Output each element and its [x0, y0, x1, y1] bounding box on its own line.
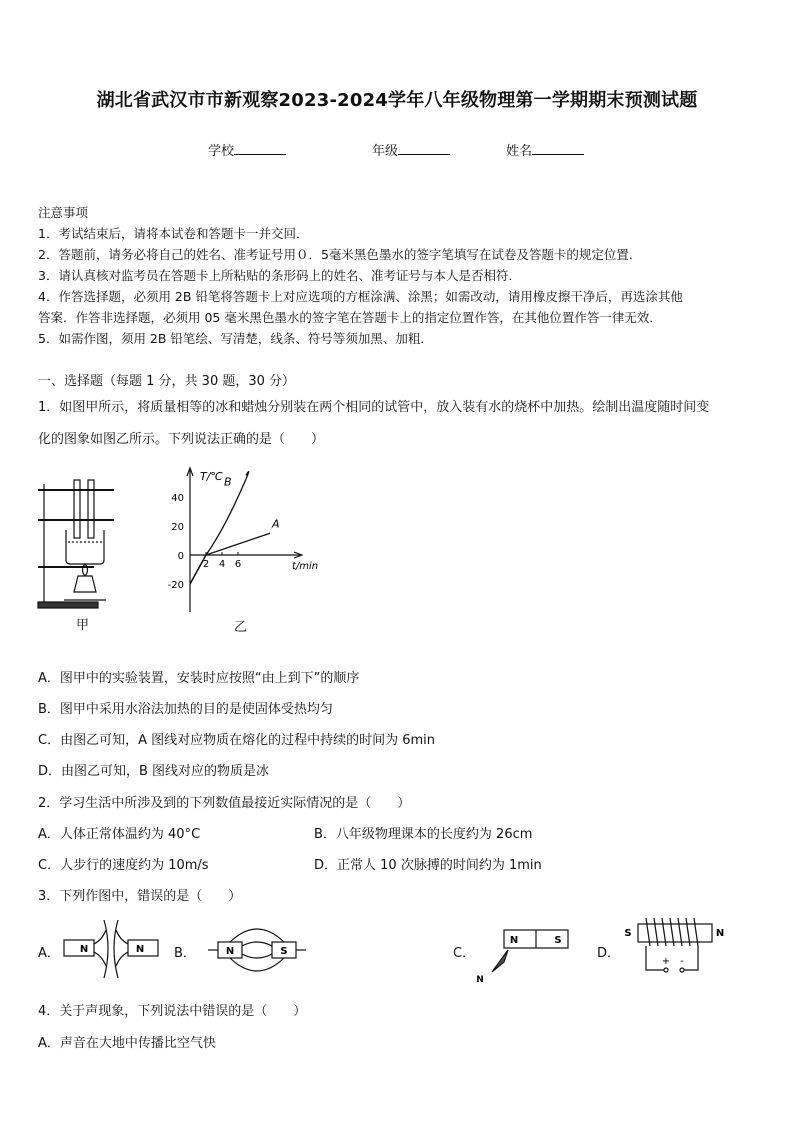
terminal-plus: + [661, 956, 671, 967]
series-b-label: B [224, 475, 232, 489]
q2-stem: 2．学习生活中所涉及到的下列数值最接近实际情况的是（ ） [38, 796, 411, 811]
pole-n: N [509, 935, 519, 946]
q3-figure-d [620, 914, 730, 982]
q4-stem: 4．关于声现象，下列说法中错误的是（ ） [38, 1004, 307, 1019]
x-tick-label: 4 [218, 559, 226, 570]
temperature-chart [160, 462, 330, 622]
q1-stem-line1: 1．如图甲所示，将质量相等的冰和蜡烛分别装在两个相同的试管中，放入装有水的烧杯中加热。绘制出温度随时间变 [38, 400, 710, 415]
q2-option: A．人体正常体温约为 40°C [38, 827, 201, 842]
field-line [94, 930, 106, 944]
field-line [116, 930, 128, 944]
q3-figure-a [62, 916, 162, 984]
q1-option: D．由图乙可知，B 图线对应的物质是冰 [38, 764, 270, 779]
x-tick-label: 6 [234, 559, 242, 570]
name-label: 姓名 [506, 144, 533, 159]
x-axis-label: t/min [292, 561, 319, 572]
q1-option: B．图甲中采用水浴法加热的目的是使固体受热均匀 [38, 702, 333, 717]
grade-field [372, 140, 450, 159]
pole-s: S [624, 928, 632, 939]
pole-n: N [715, 928, 725, 939]
beaker [66, 530, 104, 564]
q3-option-c-label: C． [453, 946, 476, 961]
q1-option: A．图甲中的实验装置，安装时应按照“由上到下”的顺序 [38, 671, 360, 686]
terminal-minus: - [680, 956, 684, 967]
pole-n: N [135, 944, 145, 955]
q2-option: D．正常人 10 次脉搏的时间约为 1min [314, 858, 542, 873]
q1-option: C．由图乙可知，A 图线对应物质在熔化的过程中持续的时间为 6min [38, 733, 436, 748]
alcohol-lamp [74, 576, 96, 592]
q3-figure-c [470, 926, 574, 988]
test-tube [88, 480, 94, 538]
flame [83, 564, 88, 576]
q3-figure-b [206, 922, 306, 976]
field-line [230, 929, 284, 942]
school-field [208, 140, 286, 159]
name-field [506, 140, 584, 159]
q3-option-a-label: A． [38, 946, 60, 961]
notice-item: 5．如需作图，须用 2B 铅笔绘、写清楚，线条、符号等须加黑、加粗． [38, 331, 433, 346]
notice-item: 2．答题前，请务必将自己的姓名、准考证号用０．5毫米黑色墨水的签字笔填写在试卷及答题卡的规定位置． [38, 247, 642, 262]
terminal [680, 968, 684, 972]
y-tick-label: 20 [171, 522, 184, 533]
pole-n: N [225, 946, 235, 957]
y-tick-label: 0 [177, 551, 184, 562]
field-line [114, 920, 118, 978]
field-line [94, 952, 106, 966]
figure-yi-label: 乙 [234, 620, 248, 635]
school-blank [234, 142, 286, 155]
field-line [242, 954, 272, 958]
lead-wire [684, 946, 698, 970]
notice-item: 3．请认真核对监考员在答题卡上所粘贴的条形码上的姓名、准考证号与本人是否相符． [38, 268, 521, 283]
q2-option: C．人步行的速度约为 10m/s [38, 858, 209, 873]
section-heading: 一、选择题（每题 1 分，共 30 题，30 分） [38, 374, 296, 389]
stand-base [38, 602, 98, 608]
name-blank [532, 142, 584, 155]
pole-s: S [554, 935, 562, 946]
x-tick-label: 2 [202, 559, 210, 570]
pole-s: S [280, 946, 288, 957]
q3-stem: 3．下列作图中，错误的是（ ） [38, 889, 242, 904]
field-line [116, 952, 128, 966]
notice-item: 1．考试结束后，请将本试卷和答题卡一并交回． [38, 226, 309, 241]
q3-option-b-label: B． [174, 946, 196, 961]
terminal [664, 968, 668, 972]
notice-item: 4．作答选择题，必须用 2B 铅笔将答题卡上对应选项的方框涂满、涂黑；如需改动，请用橡皮擦干净后，再选涂其他 [38, 289, 683, 304]
series-a-label: A [272, 517, 280, 531]
figure-jia-label: 甲 [76, 618, 90, 633]
notice-heading: 注意事项 [38, 205, 89, 220]
field-line [242, 942, 272, 946]
q4-option: A．声音在大地中传播比空气快 [38, 1036, 216, 1051]
school-label: 学校 [208, 144, 235, 159]
y-axis-label: T/℃ [200, 470, 223, 483]
q1-stem-line2: 化的图象如图乙所示。下列说法正确的是（ ） [38, 432, 325, 447]
needle-n: N [476, 975, 484, 985]
field-line [230, 958, 284, 971]
pole-n: N [79, 944, 89, 955]
q3-option-d-label: D． [597, 946, 621, 961]
y-tick-label: -20 [167, 580, 184, 591]
grade-blank [398, 142, 450, 155]
grade-label: 年级 [372, 144, 399, 159]
y-tick-label: 40 [171, 493, 184, 504]
notice-item: 答案．作答非选择题，必须用 05 毫米黑色墨水的签字笔在答题卡上的指定位置作答，在其他位置作答一律无效． [38, 310, 662, 325]
compass-needle [492, 950, 508, 972]
field-line [104, 920, 108, 978]
page-title: 湖北省武汉市市新观察2023-2024学年八年级物理第一学期期末预测试题 [96, 90, 698, 111]
test-tube [74, 480, 80, 538]
q2-option: B．八年级物理课本的长度约为 26cm [314, 827, 533, 842]
apparatus-figure [34, 472, 124, 612]
